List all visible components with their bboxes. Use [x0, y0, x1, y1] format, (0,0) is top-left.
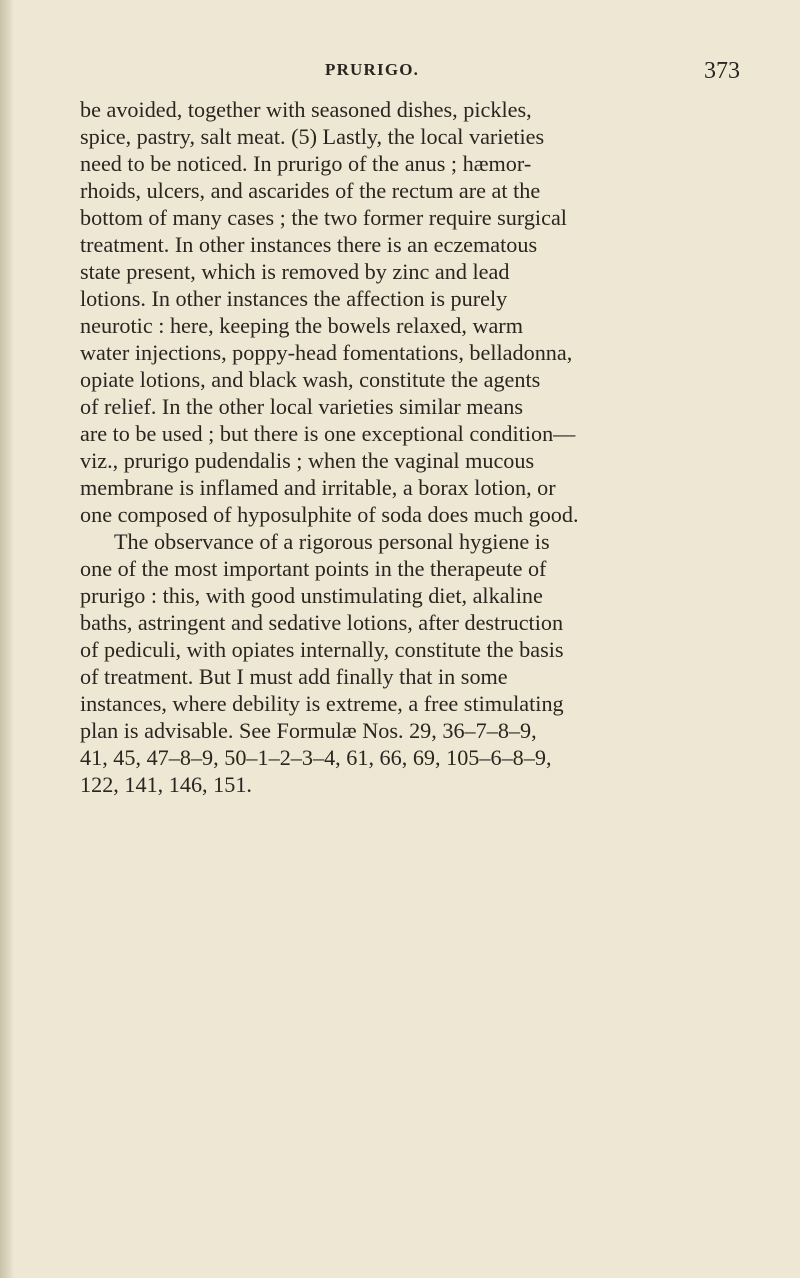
text-line: opiate lotions, and black wash, constitute the agents: [80, 367, 541, 392]
text-line: of relief. In the other local varieties similar means: [80, 394, 523, 419]
text-line: water injections, poppy-head fomentations, belladonna,: [80, 340, 573, 365]
running-head: PRURIGO.: [325, 60, 420, 79]
text-line: baths, astringent and sedative lotions, after destruction: [80, 610, 564, 635]
text-line: bottom of many cases ; the two former require surgical: [80, 205, 567, 230]
page-number: 373: [704, 58, 740, 84]
text-line: of treatment. But I must add finally that in some: [80, 664, 508, 689]
page-header: [80, 58, 740, 88]
text-line: spice, pastry, salt meat. (5) Lastly, the local varieties: [80, 124, 545, 149]
text-line: be avoided, together with seasoned dishes, pickles,: [80, 97, 532, 122]
text-line: prurigo : this, with good unstimulating diet, alkaline: [80, 583, 543, 608]
text-line: need to be noticed. In prurigo of the anus ; hæmor-: [80, 151, 532, 176]
text-line: lotions. In other instances the affection is purely: [80, 286, 508, 311]
text-line: 122, 141, 146, 151.: [80, 772, 252, 797]
text-line: are to be used ; but there is one exceptional condition—: [80, 421, 576, 446]
paragraph-start-line: The observance of a rigorous personal hygiene is: [114, 529, 550, 554]
text-line: membrane is inflamed and irritable, a borax lotion, or: [80, 475, 556, 500]
text-line: viz., prurigo pudendalis ; when the vaginal mucous: [80, 448, 535, 473]
text-line: plan is advisable. See Formulæ Nos. 29, 36–7–8–9,: [80, 718, 537, 743]
text-line: instances, where debility is extreme, a free stimulating: [80, 691, 564, 716]
text-line: treatment. In other instances there is an eczematous: [80, 232, 538, 257]
text-line: neurotic : here, keeping the bowels relaxed, warm: [80, 313, 523, 338]
text-line: 41, 45, 47–8–9, 50–1–2–3–4, 61, 66, 69, 105–6–8–9,: [80, 745, 552, 770]
text-line: of pediculi, with opiates internally, constitute the basis: [80, 637, 564, 662]
text-line: one composed of hyposulphite of soda does much good.: [80, 502, 579, 527]
text-line: one of the most important points in the therapeute of: [80, 556, 547, 581]
body-text: [80, 96, 740, 798]
text-line: rhoids, ulcers, and ascarides of the rectum are at the: [80, 178, 541, 203]
text-line: state present, which is removed by zinc and lead: [80, 259, 510, 284]
